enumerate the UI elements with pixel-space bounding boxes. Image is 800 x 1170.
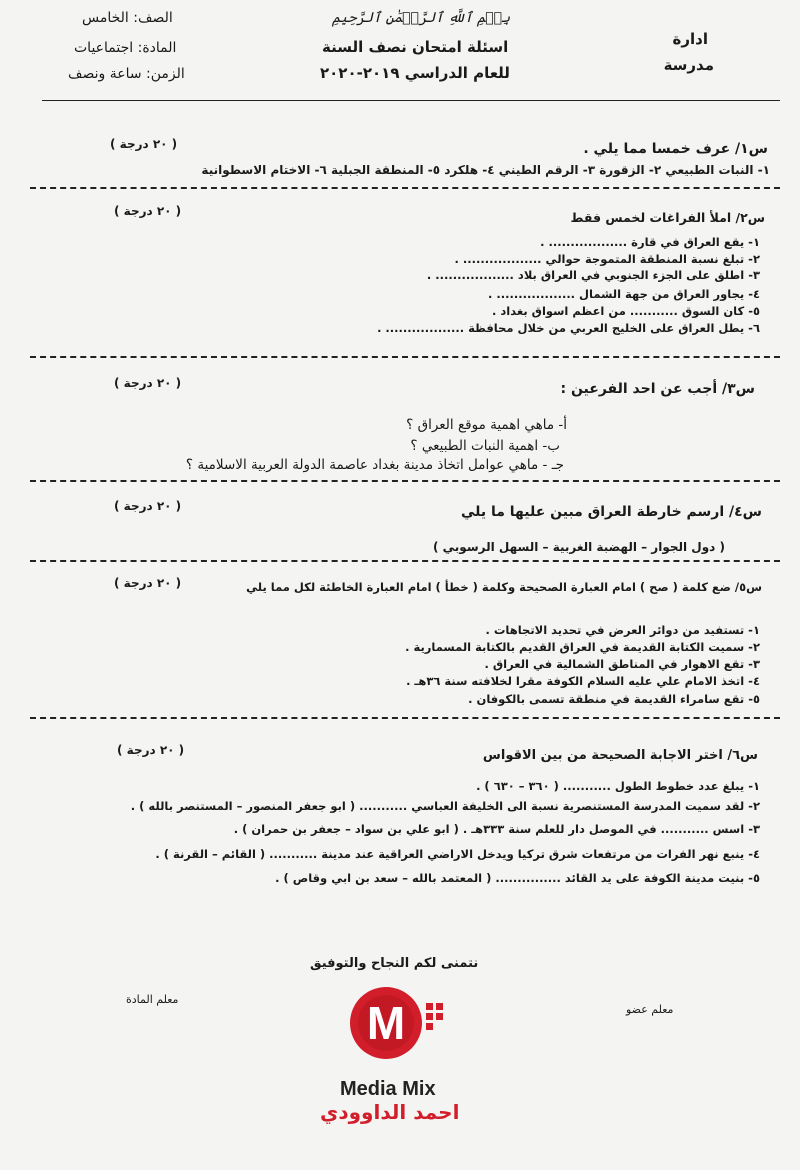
header-duration: الزمن: ساعة ونصف [68, 66, 185, 82]
q3-item-a: أ- ماهي اهمية موقع العراق ؟ [406, 417, 567, 433]
section-divider [30, 717, 780, 719]
section-divider [30, 187, 780, 189]
q2-item-5: ٥- كان السوق ........... من اعظم اسواق بغداد . [492, 304, 760, 318]
q3-grade: ( ٢٠ درجة ) [114, 376, 182, 390]
q6-item-3: ٣- اسس ........... في الموصل دار للعلم سنة ٣٣٣هـ . ( ابو علي بن سواد – جعفر بن حمران ) . [233, 822, 760, 836]
q5-grade: ( ٢٠ درجة ) [114, 576, 182, 590]
q5-item-3: ٣- تقع الاهوار في المناطق الشمالية في العراق . [484, 657, 760, 671]
logo-text: Media Mix [340, 1078, 436, 1100]
q6-item-5: ٥- بنيت مدينة الكوفة على يد القائد ............... ( المعتمد بالله – سعد بن ابي وقاص ) . [275, 871, 760, 885]
header-school: مدرسة [663, 56, 714, 74]
logo-letter: M [366, 997, 406, 1049]
basmala: بِسۡمِ ٱللَّهِ ٱلرَّحۡمَٰنِ ٱلرَّحِيمِ [332, 10, 511, 26]
q6-item-1: ١- يبلغ عدد خطوط الطول ........... ( ٣٦٠ – ٦٣٠ ) . [476, 779, 760, 793]
q2-item-1: ١- يقع العراق في قارة .................. . [540, 235, 760, 249]
q5-item-1: ١- تستفيد من دوائر العرض في تحديد الاتجاهات . [485, 623, 760, 637]
q3-item-b: ب- اهمية النبات الطبيعي ؟ [410, 438, 560, 454]
q1-items: ١- النبات الطبيعي ٢- الزقورة ٣- الرقم الطيني ٤- هلكرد ٥- المنطقة الجبلية ٦- الاختام الاسطوانية [201, 163, 770, 177]
q3-title: س٣/ أجب عن احد الفرعين : [560, 381, 755, 397]
q4-items: ( دول الجوار – الهضبة الغربية – السهل الرسوبي ) [432, 540, 725, 554]
q2-item-6: ٦- يطل العراق على الخليج العربي من خلال محافظة .................. . [377, 321, 760, 335]
q2-item-3: ٣- اطلق على الجزء الجنوبي في العراق بلاد .................. . [426, 268, 760, 282]
header-admin: ادارة [672, 30, 708, 48]
media-mix-logo-icon [348, 985, 448, 1065]
logo-author-name: احمد الداوودي [320, 1100, 460, 1124]
header-subject: المادة: اجتماعيات [74, 40, 177, 56]
media-mix-logo [348, 985, 428, 1065]
header-divider [42, 100, 780, 101]
q2-item-4: ٤- يجاور العراق من جهة الشمال .................. . [488, 287, 760, 301]
q6-item-2: ٢- لقد سميت المدرسة المستنصرية نسبة الى الخليفة العباسي ........... ( ابو جعفر المنصور – المستنصر بالله ) . [130, 799, 760, 813]
q4-grade: ( ٢٠ درجة ) [114, 499, 182, 513]
q6-item-4: ٤- ينبع نهر الفرات من مرتفعات شرق تركيا ويدخل الاراضي العراقية عند مدينة ........... ( القائم – القرنة ) . [155, 847, 760, 861]
closing-wish: نتمنى لكم النجاح والتوفيق [310, 956, 479, 971]
q2-title: س٢/ املأ الفراغات لخمس فقط [570, 210, 765, 225]
q2-grade: ( ٢٠ درجة ) [114, 204, 182, 218]
q2-item-2: ٢- تبلغ نسبة المنطقة المتموجة حوالي .................. . [454, 252, 760, 266]
q5-item-4: ٤- اتخذ الامام علي عليه السلام الكوفة مقرا لخلافته سنة ٣٦هـ . [406, 674, 760, 688]
q5-title: س٥/ ضع كلمة ( صح ) امام العبارة الصحيحة وكلمة ( خطأ ) امام العبارة الخاطئة لكل مما يلي [246, 580, 762, 594]
q4-title: س٤/ ارسم خارطة العراق مبين عليها ما يلي [460, 504, 762, 520]
q5-item-2: ٢- سميت الكتابة القديمة في العراق القديم بالكتابة المسمارية . [405, 640, 760, 654]
q6-grade: ( ٢٠ درجة ) [117, 743, 185, 757]
section-divider [30, 560, 780, 562]
academic-year: للعام الدراسي ٢٠١٩-٢٠٢٠ [320, 64, 510, 82]
q3-item-c: جـ - ماهي عوامل اتخاذ مدينة بغداد عاصمة الدولة العربية الاسلامية ؟ [185, 457, 564, 473]
header-grade: الصف: الخامس [82, 10, 173, 26]
section-divider [30, 480, 780, 482]
q1-title: س١/ عرف خمسا مما يلي . [583, 141, 768, 157]
exam-title: اسئلة امتحان نصف السنة [322, 38, 509, 56]
teacher-subject-label: معلم المادة [126, 993, 179, 1006]
q1-grade: ( ٢٠ درجة ) [110, 137, 178, 151]
q5-item-5: ٥- تقع سامراء القديمة في منطقة تسمى بالكوفان . [468, 692, 760, 706]
teacher-member-label: معلم عضو [626, 1003, 674, 1016]
q6-title: س٦/ اختر الاجابة الصحيحة من بين الاقواس [482, 748, 758, 763]
section-divider [30, 356, 780, 358]
